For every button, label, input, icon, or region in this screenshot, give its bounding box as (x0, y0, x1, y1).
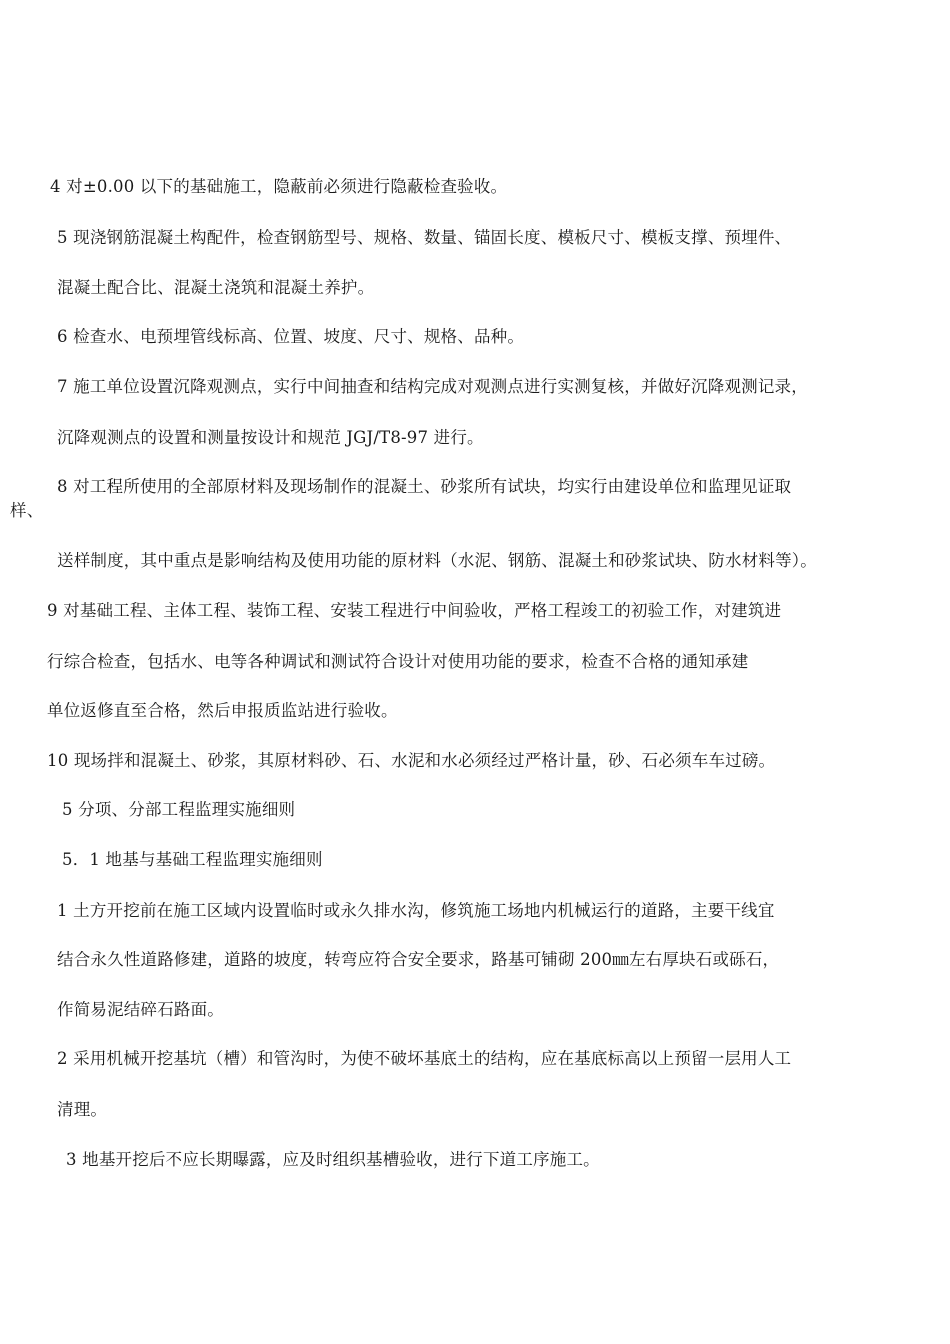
text-line-item-7: 7 施工单位设置沉降观测点，实行中间抽查和结构完成对观测点进行实测复核，并做好沉降观测记录， (57, 377, 808, 396)
text-line-item-5: 5 现浇钢筋混凝土构配件，检查钢筋型号、规格、数量、锚固长度、模板尺寸、模板支撑、预埋件、 (57, 228, 792, 247)
text-line-item-8: 8 对工程所使用的全部原材料及现场制作的混凝土、砂浆所有试块，均实行由建设单位和监理见证取 (57, 477, 792, 496)
text-line-sub-item-2-cont: 清理。 (57, 1100, 108, 1119)
text-line-item-9-cont2: 单位返修直至合格，然后申报质监站进行验收。 (47, 701, 398, 720)
section-heading-5: 5 分项、分部工程监理实施细则 (62, 800, 296, 819)
text-line-sub-item-2: 2 采用机械开挖基坑（槽）和管沟时，为使不破坏基底土的结构，应在基底标高以上预留一层用人工 (57, 1049, 792, 1068)
text-line-item-10: 10 现场拌和混凝土、砂浆，其原材料砂、石、水泥和水必须经过严格计量，砂、石必须车车过磅。 (47, 751, 776, 770)
text-line-item-6: 6 检查水、电预埋管线标高、位置、坡度、尺寸、规格、品种。 (57, 327, 525, 346)
text-line-item-8-wrap: 样、 (10, 501, 44, 520)
subsection-heading-5-1: 5．1 地基与基础工程监理实施细则 (62, 850, 323, 869)
text-line-item-7-cont: 沉降观测点的设置和测量按设计和规范 JGJ/T8-97 进行。 (57, 428, 484, 447)
text-line-item-4: 4 对±0.00 以下的基础施工，隐蔽前必须进行隐蔽检查验收。 (50, 177, 508, 196)
text-line-item-5-cont: 混凝土配合比、混凝土浇筑和混凝土养护。 (57, 278, 375, 297)
text-line-item-8-cont: 送样制度，其中重点是影响结构及使用功能的原材料（水泥、钢筋、混凝土和砂浆试块、防水材料等）。 (57, 551, 817, 570)
text-line-sub-item-1: 1 土方开挖前在施工区域内设置临时或永久排水沟，修筑施工场地内机械运行的道路，主要干线宜 (57, 901, 775, 920)
text-line-item-9-cont: 行综合检查，包括水、电等各种调试和测试符合设计对使用功能的要求，检查不合格的通知承建 (47, 652, 749, 671)
text-line-sub-item-1-cont2: 作简易泥结碎石路面。 (57, 1000, 224, 1019)
text-line-item-9: 9 对基础工程、主体工程、装饰工程、安装工程进行中间验收，严格工程竣工的初验工作，对建筑进 (47, 601, 782, 620)
text-line-sub-item-1-cont: 结合永久性道路修建，道路的坡度，转弯应符合安全要求，路基可铺砌 200㎜左右厚块石或砾石， (57, 950, 780, 969)
text-line-sub-item-3: 3 地基开挖后不应长期曝露，应及时组织基槽验收，进行下道工序施工。 (66, 1150, 600, 1169)
